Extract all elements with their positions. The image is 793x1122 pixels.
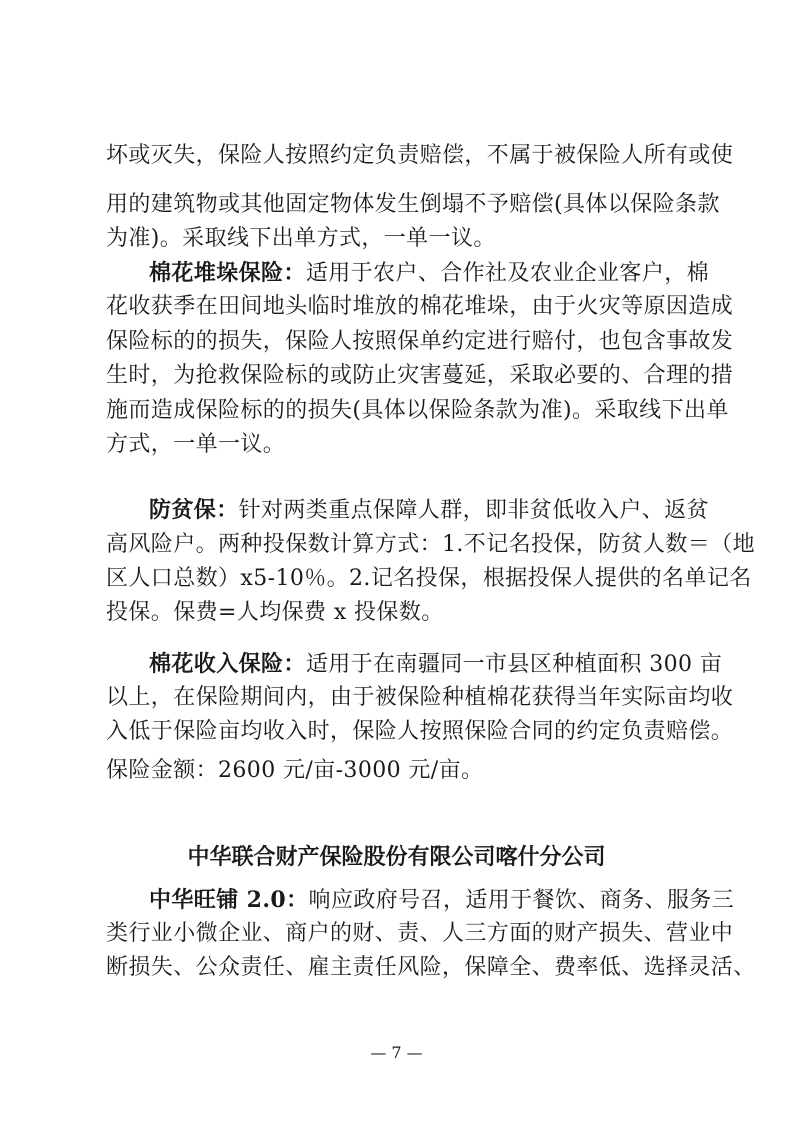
paragraph-line: 以上，在保险期间内，由于被保险种植棉花获得当年实际亩均收 [106,685,734,710]
paragraph-first-line [149,650,723,679]
paragraph-first-line [149,496,710,525]
paragraph-line: 保险金额：2600 元/亩-3000 元/亩。 [106,758,484,783]
section-title-cotton-stack: 棉花堆垛保险： [149,260,306,286]
paragraph-line: 为准)。采取线下出单方式，一单一议。 [106,226,496,251]
paragraph-line: 入低于保险亩均收入时，保险人按照保险合同的约定负责赔偿。 [106,719,734,744]
paragraph-line: 区人口总数）x5-10％。2.记名投保，根据投保人提供的名单记名 [106,566,752,591]
paragraph-first-line [149,886,735,915]
paragraph-first-line [149,259,710,288]
section-title-anti-poverty: 防贫保： [149,497,239,523]
paragraph-line: 高风险户。两种投保数计算方式：1.不记名投保，防贫人数＝（地 [106,532,755,557]
paragraph-line: 保险标的的损失，保险人按照保单约定进行赔付，也包含事故发 [106,329,734,354]
paragraph-line: 坏或灭失，保险人按照约定负责赔偿，不属于被保险人所有或使 [106,143,734,168]
paragraph-line: 用的建筑物或其他固定物体发生倒塌不予赔偿(具体以保险条款 [106,192,720,217]
paragraph-text: 响应政府号召，适用于餐饮、商务、服务三 [308,888,735,913]
paragraph-line: 投保。保费=人均保费 x 投保数。 [106,600,444,625]
paragraph-text: 适用于在南疆同一市县区种植面积 300 亩 [305,652,723,677]
paragraph-text: 针对两类重点保障人群，即非贫低收入户、返贫 [238,498,710,523]
section-title-wangpu: 中华旺铺 2.0： [149,887,309,913]
paragraph-line: 断损失、公众责任、雇主责任风险，保障全、费率低、选择灵活、 [106,955,756,980]
paragraph-line: 方式，一单一议。 [106,432,286,457]
section-title-cotton-income: 棉花收入保险： [149,651,306,677]
paragraph-line: 类行业小微企业、商户的财、责、人三方面的财产损失、营业中 [106,921,734,946]
paragraph-text: 适用于农户、合作社及农业企业客户，棉 [305,261,710,286]
paragraph-line: 生时，为抢救保险标的或防止灾害蔓延，采取必要的、合理的措 [106,363,734,388]
page-number: — 7 — [370,1043,423,1062]
paragraph-line: 施而造成保险标的的损失(具体以保险条款为准)。采取线下出单 [106,398,729,423]
company-heading: 中华联合财产保险股份有限公司喀什分公司 [187,845,606,870]
paragraph-line: 花收获季在田间地头临时堆放的棉花堆垛，由于火灾等原因造成 [106,294,734,319]
